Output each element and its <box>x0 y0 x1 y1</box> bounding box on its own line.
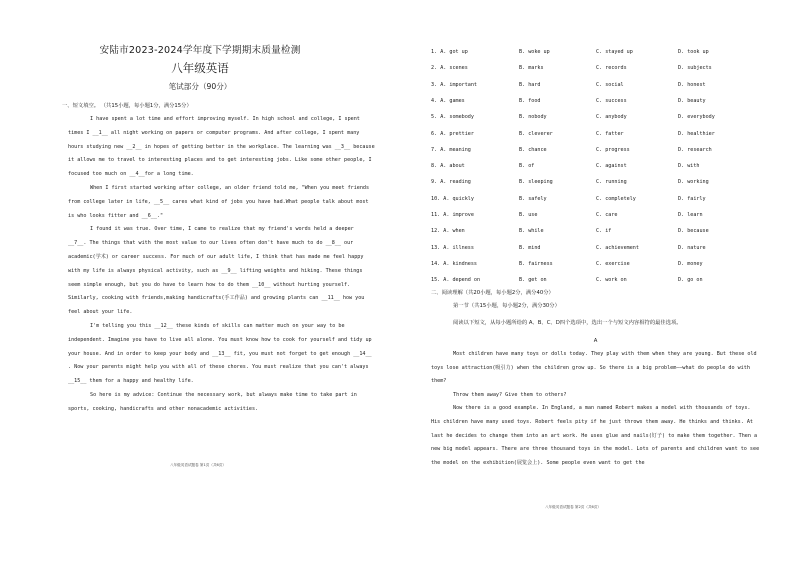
option-choice: D. research <box>678 146 712 153</box>
page-footer: 八年级英语试题卷 第1页（共6页） <box>170 463 227 467</box>
right-page <box>397 0 794 562</box>
paragraph: When I first started working after college, an older friend told me, "When you meet friends from college later in life, __5__ cares what kind of jobs you have had.What people talk about most is who looks fitter and __6__." <box>68 184 370 219</box>
option-choice: B. chance <box>519 146 547 153</box>
instruction: 阅读以下短文，从每小题所给的 A、B、C、D四个选项中，选出一个与短文内容相符的最佳选项。 <box>453 320 682 326</box>
option-row <box>431 81 761 90</box>
exam-title: 安陆市2023-2024学年度下学期期末质量检测 <box>99 45 301 56</box>
option-choice: 11. A. improve <box>431 212 474 218</box>
option-choice: 10. A. quickly <box>431 195 474 202</box>
option-row <box>431 64 761 73</box>
option-choice: B. use <box>519 212 538 218</box>
option-choice: C. care <box>596 212 618 218</box>
option-choice: D. honest <box>678 81 706 88</box>
passage-text <box>68 113 375 417</box>
option-choice: B. nobody <box>519 114 547 121</box>
paragraph: I have spent a lot time and effort improving myself. In high school and college, I spent times I __1__ all night working on papers or computer programs. And after college, I spent many hours studying new __2__ in hopes of getting better in the workplace. The learning was __3__ because it allows me to travel to interesting places and to get interesting jobs. Like some other people, I focused too much on __4__for a long time. <box>68 116 375 178</box>
option-row <box>431 130 761 139</box>
option-choice: D. go on <box>678 277 703 284</box>
option-row <box>431 244 761 253</box>
option-choice: C. exercise <box>596 260 630 267</box>
option-choice: B. of <box>519 163 535 170</box>
option-choice: D. money <box>678 260 703 267</box>
option-row <box>431 227 761 236</box>
page-footer: 八年级英语试题卷 第2页（共6页） <box>545 505 602 509</box>
option-row <box>431 48 761 57</box>
exam-subject: 八年级英语 <box>171 61 229 75</box>
option-choice: C. completely <box>596 195 636 202</box>
option-choice: B. hard <box>519 81 541 88</box>
option-choice: 5. A. somebody <box>431 114 474 121</box>
option-choice: 6. A. prettier <box>431 130 474 137</box>
option-choice: C. work on <box>596 277 627 284</box>
option-choice: C. achievement <box>596 244 639 251</box>
section1-heading: 一、短文填空。 （共15小题，每小题1分，满分15分） <box>62 103 192 109</box>
option-choice: D. because <box>678 228 709 235</box>
paragraph: Now there is a good example. In England, a man named Robert makes a model with thousands of toys. His children have many used toys. Robert feels pity if he just throws them away. He thinks and thinks. At last he decides to change them into an art work. He uses glue and nails(钉子) to make them together. Then a new big model appears. There are three thousand toys in the model. Lots of parents and children want to see the model on the exhibition(展览会上). Some people even want to get the <box>431 405 760 466</box>
option-choice: D. with <box>678 163 700 170</box>
option-choice: 3. A. important <box>431 81 478 88</box>
option-row <box>431 276 761 285</box>
option-choice: C. records <box>596 65 627 72</box>
paragraph: So here is my advice: Continue the necessary work, but always make time to take part in sports, cooking, handicrafts and other nonacademic activities. <box>68 391 357 412</box>
option-choice: C. success <box>596 97 627 104</box>
option-choice: D. everybody <box>678 114 715 121</box>
option-choice: B. safely <box>519 195 547 202</box>
option-choice: 9. A. reading <box>431 179 471 186</box>
option-choice: 8. A. about <box>431 163 465 170</box>
option-choice: 13. A. illness <box>431 244 474 251</box>
option-choice: D. took up <box>678 49 709 55</box>
part1-heading: 第一节（共15小题，每小题2分，满分30分） <box>453 303 560 309</box>
option-choice: B. fairness <box>519 260 553 267</box>
option-choice: C. running <box>596 179 627 186</box>
option-choice: 15. A. depend on <box>431 277 481 284</box>
option-choice: 2. A. scenes <box>431 65 468 72</box>
option-choice: B. mind <box>519 244 541 251</box>
option-choice: C. if <box>596 228 612 235</box>
option-choice: D. subjects <box>678 65 712 72</box>
option-choice: B. woke up <box>519 49 550 55</box>
exam-part: 笔试部分（90分） <box>168 82 232 91</box>
option-choice: D. beauty <box>678 97 706 104</box>
option-choice: D. healthier <box>678 130 715 137</box>
paragraph: Most children have many toys or dolls today. They play with them when they are young. But these old toys lose attraction(吸引力) when the children grow up. So there is a big problem——what do people do with them? <box>431 351 757 385</box>
option-choice: D. nature <box>678 244 706 251</box>
option-choice: 12. A. when <box>431 228 465 235</box>
option-choice: B. while <box>519 228 544 235</box>
option-choice: B. get on <box>519 277 547 284</box>
option-choice: 1. A. got up <box>431 49 468 55</box>
paragraph: I found it was true. Over time, I came to realize that my friend's words held a deeper __7__. The things that with the most value to our lives often don't have much to do __8__ our academic(学术) or career success. For much of our adult life, I think that has made me feel happy with my life is always physical activity, such as __9__ lifting weights and hiking. These things seem simple enough, but you do have to learn how to do them __10__ without hurting yourself. Similarly, cooking with friends,making handicrafts(手工作品) and growing plants can __11__ how you feel about your life. <box>68 226 365 316</box>
option-choice: 7. A. meaning <box>431 146 471 153</box>
option-choice: C. anybody <box>596 114 627 121</box>
option-choice: C. social <box>596 81 624 88</box>
option-choice: C. stayed up <box>596 49 633 55</box>
option-choice: B. food <box>519 97 541 104</box>
option-row <box>431 162 761 171</box>
option-choice: B. cleverer <box>519 130 553 137</box>
option-choice: D. working <box>678 179 709 186</box>
paragraph: I'm telling you this __12__ these kinds of skills can matter much on your way to be independent. Imagine you have to live all alone. You must know how to cook for yourself and tidy up your house. And in order to keep your body and __13__ fit, you must not forget to get enough __14__ . Now your parents might help you with all of these chores. You must realize that you can't always __15__ them for a happy and healthy life. <box>68 322 372 385</box>
option-choice: D. fairly <box>678 195 706 202</box>
option-row <box>431 260 761 269</box>
paragraph: Throw them away? Give them to others? <box>453 391 567 398</box>
option-choice: 14. A. kindness <box>431 260 478 267</box>
option-choice: B. marks <box>519 65 544 72</box>
option-row <box>431 195 761 204</box>
option-row <box>431 211 761 220</box>
option-choice: C. fatter <box>596 130 624 137</box>
option-choice: 4. A. games <box>431 97 465 104</box>
option-choice: D. learn <box>678 212 703 218</box>
option-row <box>431 97 761 106</box>
option-row <box>431 146 761 155</box>
option-choice: C. progress <box>596 146 630 153</box>
option-choice: B. sleeping <box>519 179 553 186</box>
reading-passage <box>431 348 761 470</box>
option-choice: C. against <box>596 163 627 170</box>
section2-heading: 二、阅读理解（共20小题，每小题2分，满分40分） <box>431 290 554 296</box>
option-row <box>431 113 761 122</box>
passage-label: A <box>593 338 598 344</box>
option-row <box>431 178 761 187</box>
